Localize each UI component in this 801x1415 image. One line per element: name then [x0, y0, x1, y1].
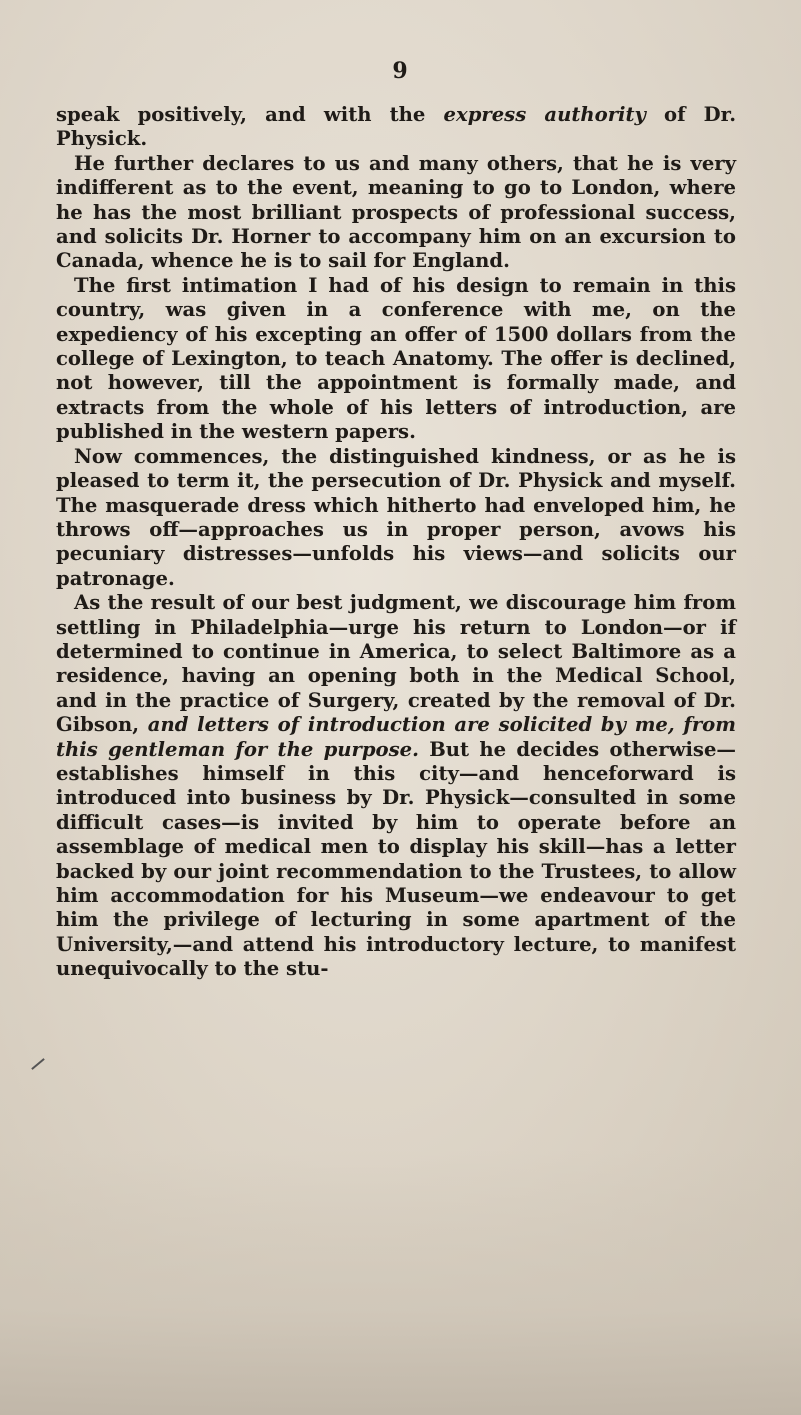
text-segment: The first intimation I had of his design to remain in this country, was given in a conference with me, on the expediency of his excepting an offer of 1500 dollars from the college of Lexington, to teach Anatomy. The offer is declined, not however, till the appointment is formally made, and extracts from the whole of his letters of introduction, are published in the western papers. — [56, 273, 736, 444]
text-segment: of Dr. Physick. — [56, 103, 737, 151]
margin-pencil-mark — [31, 1058, 45, 1070]
paragraph-5 — [56, 591, 736, 982]
text-segment: speak positively, and with the — [56, 103, 444, 126]
page-number: 9 — [392, 58, 409, 84]
text-segment: Now commences, the distinguished kindness, or as he is pleased to term it, the persecution of Dr. Physick and myself. The masquerade dress which hitherto had enveloped him, he throws off—approaches us in proper person, avows his pecuniary distresses—unfolds his views—and solicits our patronage. — [56, 444, 736, 590]
paper-discoloration — [0, 1150, 801, 1415]
paragraph-1 — [56, 103, 736, 152]
body-text — [56, 103, 736, 982]
text-segment: As the result of our best judgment, we discourage him from settling in Philadelphia—urge his return to London—or if determined to continue in America, to select Baltimore as a residence, having an opening both in the Medical School, and in the practice of Surgery, created by the removal of Dr. Gibson, — [56, 591, 736, 737]
text-segment: He further declares to us and many others, that he is very indifferent as to the event, meaning to go to London, where he has the most brilliant prospects of professional success, and solicits Dr. Horner to accompany him on an excursion to Canada, whence he is to sail for England. — [56, 151, 736, 273]
paragraph-2 — [56, 152, 736, 274]
text-segment: But he decides otherwise—establishes himself in this city—and henceforward is introduced into business by Dr. Physick—consulted in some difficult cases—is invited by him to operate before an assemblage of medical men to display his skill—has a letter backed by our joint recommendation to the Trustees, to allow him accommodation for his Museum—we endeavour to get him the privilege of lecturing in some apartment of the University,—and attend his introductory lecture, to manifest unequivocally to the stu- — [56, 737, 736, 981]
italic-segment: and letters of introduction are solicited by me, from this gentleman for the purpose. — [56, 713, 736, 761]
paragraph-4 — [56, 445, 736, 591]
italic-segment: express authority — [443, 103, 646, 126]
paragraph-3 — [56, 274, 736, 445]
